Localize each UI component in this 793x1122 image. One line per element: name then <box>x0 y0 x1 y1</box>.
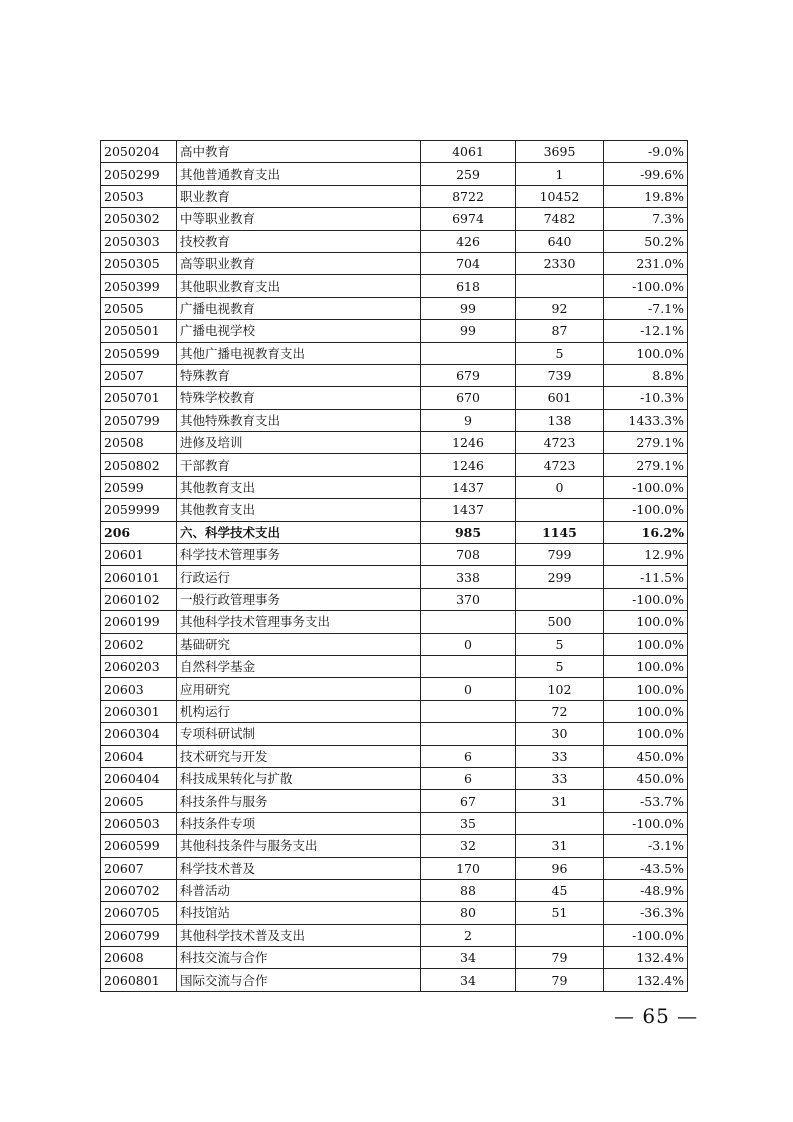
value-b-cell: 299 <box>516 566 604 588</box>
value-a-cell: 6974 <box>421 208 516 230</box>
table-row <box>101 476 688 498</box>
code-cell: 20505 <box>101 297 177 319</box>
name-cell: 高等职业教育 <box>177 252 421 274</box>
value-b-cell: 601 <box>516 387 604 409</box>
value-b-cell: 87 <box>516 320 604 342</box>
percent-cell: -100.0% <box>604 812 688 834</box>
percent-cell: 19.8% <box>604 185 688 207</box>
name-cell: 其他科学技术普及支出 <box>177 924 421 946</box>
percent-cell: -3.1% <box>604 835 688 857</box>
name-cell: 科学技术管理事务 <box>177 544 421 566</box>
table-row <box>101 432 688 454</box>
name-cell: 专项科研试制 <box>177 723 421 745</box>
percent-cell: -100.0% <box>604 588 688 610</box>
code-cell: 2060304 <box>101 723 177 745</box>
name-cell: 六、科学技术支出 <box>177 521 421 543</box>
code-cell: 2050599 <box>101 342 177 364</box>
percent-cell: 12.9% <box>604 544 688 566</box>
value-a-cell: 80 <box>421 902 516 924</box>
page-number: — 65 — <box>614 1004 699 1028</box>
name-cell: 特殊教育 <box>177 364 421 386</box>
value-a-cell: 35 <box>421 812 516 834</box>
value-b-cell: 4723 <box>516 432 604 454</box>
budget-table <box>100 140 688 992</box>
table-row <box>101 767 688 789</box>
name-cell: 自然科学基金 <box>177 655 421 677</box>
name-cell: 科技条件专项 <box>177 812 421 834</box>
value-b-cell: 5 <box>516 342 604 364</box>
value-b-cell: 7482 <box>516 208 604 230</box>
value-b-cell <box>516 499 604 521</box>
name-cell: 科技成果转化与扩散 <box>177 767 421 789</box>
percent-cell: 279.1% <box>604 454 688 476</box>
table-row <box>101 812 688 834</box>
percent-cell: 450.0% <box>604 745 688 767</box>
code-cell: 20601 <box>101 544 177 566</box>
value-b-cell: 640 <box>516 230 604 252</box>
value-b-cell: 2330 <box>516 252 604 274</box>
code-cell: 2050303 <box>101 230 177 252</box>
value-a-cell: 8722 <box>421 185 516 207</box>
name-cell: 职业教育 <box>177 185 421 207</box>
percent-cell: -12.1% <box>604 320 688 342</box>
code-cell: 2050302 <box>101 208 177 230</box>
value-b-cell: 10452 <box>516 185 604 207</box>
code-cell: 2060102 <box>101 588 177 610</box>
value-a-cell: 670 <box>421 387 516 409</box>
percent-cell: 1433.3% <box>604 409 688 431</box>
table-row <box>101 566 688 588</box>
value-b-cell: 3695 <box>516 141 604 163</box>
value-a-cell: 370 <box>421 588 516 610</box>
code-cell: 2059999 <box>101 499 177 521</box>
name-cell: 科学技术普及 <box>177 857 421 879</box>
table-row <box>101 633 688 655</box>
code-cell: 2050305 <box>101 252 177 274</box>
percent-cell: -100.0% <box>604 476 688 498</box>
table-row <box>101 790 688 812</box>
table-row <box>101 655 688 677</box>
table-row <box>101 320 688 342</box>
table-row <box>101 454 688 476</box>
code-cell: 2050299 <box>101 163 177 185</box>
value-b-cell: 5 <box>516 633 604 655</box>
percent-cell: 100.0% <box>604 700 688 722</box>
value-a-cell <box>421 655 516 677</box>
code-cell: 2060599 <box>101 835 177 857</box>
value-a-cell: 618 <box>421 275 516 297</box>
value-a-cell <box>421 611 516 633</box>
name-cell: 其他教育支出 <box>177 499 421 521</box>
table-row <box>101 364 688 386</box>
code-cell: 20603 <box>101 678 177 700</box>
value-a-cell <box>421 342 516 364</box>
table-row <box>101 588 688 610</box>
value-b-cell: 92 <box>516 297 604 319</box>
value-b-cell: 33 <box>516 745 604 767</box>
value-a-cell: 985 <box>421 521 516 543</box>
table-row <box>101 499 688 521</box>
percent-cell: 8.8% <box>604 364 688 386</box>
value-b-cell: 31 <box>516 835 604 857</box>
table-row <box>101 185 688 207</box>
name-cell: 应用研究 <box>177 678 421 700</box>
value-a-cell: 1437 <box>421 499 516 521</box>
percent-cell: -10.3% <box>604 387 688 409</box>
code-cell: 2060101 <box>101 566 177 588</box>
value-b-cell: 4723 <box>516 454 604 476</box>
value-b-cell: 1145 <box>516 521 604 543</box>
value-b-cell <box>516 588 604 610</box>
percent-cell: 132.4% <box>604 969 688 991</box>
table-row <box>101 924 688 946</box>
percent-cell: 279.1% <box>604 432 688 454</box>
name-cell: 其他教育支出 <box>177 476 421 498</box>
table-row <box>101 835 688 857</box>
code-cell: 2050799 <box>101 409 177 431</box>
name-cell: 其他科学技术管理事务支出 <box>177 611 421 633</box>
value-b-cell <box>516 812 604 834</box>
percent-cell: -11.5% <box>604 566 688 588</box>
code-cell: 20605 <box>101 790 177 812</box>
value-b-cell <box>516 275 604 297</box>
percent-cell: -9.0% <box>604 141 688 163</box>
value-b-cell: 79 <box>516 969 604 991</box>
value-b-cell <box>516 924 604 946</box>
percent-cell: 50.2% <box>604 230 688 252</box>
value-b-cell: 5 <box>516 655 604 677</box>
value-b-cell: 799 <box>516 544 604 566</box>
value-a-cell: 426 <box>421 230 516 252</box>
name-cell: 其他广播电视教育支出 <box>177 342 421 364</box>
name-cell: 其他特殊教育支出 <box>177 409 421 431</box>
table-row <box>101 387 688 409</box>
code-cell: 20607 <box>101 857 177 879</box>
percent-cell: 100.0% <box>604 611 688 633</box>
value-b-cell: 102 <box>516 678 604 700</box>
table-row <box>101 857 688 879</box>
name-cell: 行政运行 <box>177 566 421 588</box>
value-a-cell: 99 <box>421 297 516 319</box>
percent-cell: 450.0% <box>604 767 688 789</box>
percent-cell: 100.0% <box>604 723 688 745</box>
table-row <box>101 879 688 901</box>
table-row <box>101 342 688 364</box>
table-row <box>101 700 688 722</box>
code-cell: 2060203 <box>101 655 177 677</box>
name-cell: 机构运行 <box>177 700 421 722</box>
table-row <box>101 230 688 252</box>
name-cell: 广播电视学校 <box>177 320 421 342</box>
value-a-cell: 1246 <box>421 454 516 476</box>
name-cell: 进修及培训 <box>177 432 421 454</box>
value-a-cell: 34 <box>421 969 516 991</box>
value-a-cell: 708 <box>421 544 516 566</box>
code-cell: 2060404 <box>101 767 177 789</box>
table-row <box>101 409 688 431</box>
name-cell: 科普活动 <box>177 879 421 901</box>
value-b-cell: 79 <box>516 947 604 969</box>
percent-cell: 100.0% <box>604 633 688 655</box>
percent-cell: -100.0% <box>604 924 688 946</box>
percent-cell: 100.0% <box>604 678 688 700</box>
code-cell: 2060301 <box>101 700 177 722</box>
table-row <box>101 902 688 924</box>
table-row <box>101 521 688 543</box>
percent-cell: -53.7% <box>604 790 688 812</box>
value-b-cell: 30 <box>516 723 604 745</box>
value-a-cell <box>421 700 516 722</box>
name-cell: 广播电视教育 <box>177 297 421 319</box>
code-cell: 20503 <box>101 185 177 207</box>
value-b-cell: 31 <box>516 790 604 812</box>
value-a-cell: 259 <box>421 163 516 185</box>
table-row <box>101 252 688 274</box>
code-cell: 2050204 <box>101 141 177 163</box>
code-cell: 2060199 <box>101 611 177 633</box>
name-cell: 技术研究与开发 <box>177 745 421 767</box>
percent-cell: -7.1% <box>604 297 688 319</box>
value-a-cell: 6 <box>421 767 516 789</box>
value-b-cell: 0 <box>516 476 604 498</box>
table-row <box>101 611 688 633</box>
table-row <box>101 745 688 767</box>
name-cell: 基础研究 <box>177 633 421 655</box>
code-cell: 20604 <box>101 745 177 767</box>
value-b-cell: 739 <box>516 364 604 386</box>
code-cell: 20507 <box>101 364 177 386</box>
value-a-cell: 4061 <box>421 141 516 163</box>
name-cell: 高中教育 <box>177 141 421 163</box>
value-a-cell: 1437 <box>421 476 516 498</box>
value-a-cell: 170 <box>421 857 516 879</box>
value-a-cell: 0 <box>421 633 516 655</box>
code-cell: 2060705 <box>101 902 177 924</box>
name-cell: 科技条件与服务 <box>177 790 421 812</box>
value-a-cell: 6 <box>421 745 516 767</box>
table-row <box>101 544 688 566</box>
percent-cell: -43.5% <box>604 857 688 879</box>
name-cell: 一般行政管理事务 <box>177 588 421 610</box>
percent-cell: 231.0% <box>604 252 688 274</box>
percent-cell: 100.0% <box>604 655 688 677</box>
name-cell: 科技交流与合作 <box>177 947 421 969</box>
table-row <box>101 163 688 185</box>
value-a-cell: 9 <box>421 409 516 431</box>
value-a-cell: 1246 <box>421 432 516 454</box>
code-cell: 20508 <box>101 432 177 454</box>
value-b-cell: 33 <box>516 767 604 789</box>
value-a-cell <box>421 723 516 745</box>
value-a-cell: 32 <box>421 835 516 857</box>
percent-cell: -100.0% <box>604 499 688 521</box>
value-b-cell: 138 <box>516 409 604 431</box>
code-cell: 2060799 <box>101 924 177 946</box>
percent-cell: 7.3% <box>604 208 688 230</box>
percent-cell: 132.4% <box>604 947 688 969</box>
value-b-cell: 72 <box>516 700 604 722</box>
name-cell: 中等职业教育 <box>177 208 421 230</box>
table-row <box>101 208 688 230</box>
value-b-cell: 45 <box>516 879 604 901</box>
code-cell: 2050701 <box>101 387 177 409</box>
name-cell: 其他科技条件与服务支出 <box>177 835 421 857</box>
name-cell: 特殊学校教育 <box>177 387 421 409</box>
table-row <box>101 297 688 319</box>
code-cell: 2050501 <box>101 320 177 342</box>
value-a-cell: 704 <box>421 252 516 274</box>
name-cell: 其他普通教育支出 <box>177 163 421 185</box>
budget-table-body <box>101 141 688 992</box>
value-a-cell: 679 <box>421 364 516 386</box>
value-a-cell: 338 <box>421 566 516 588</box>
percent-cell: 100.0% <box>604 342 688 364</box>
table-row <box>101 723 688 745</box>
code-cell: 2060801 <box>101 969 177 991</box>
name-cell: 干部教育 <box>177 454 421 476</box>
table-row <box>101 969 688 991</box>
percent-cell: -100.0% <box>604 275 688 297</box>
percent-cell: -48.9% <box>604 879 688 901</box>
value-a-cell: 34 <box>421 947 516 969</box>
percent-cell: -99.6% <box>604 163 688 185</box>
table-row <box>101 141 688 163</box>
code-cell: 2060702 <box>101 879 177 901</box>
value-a-cell: 67 <box>421 790 516 812</box>
code-cell: 206 <box>101 521 177 543</box>
code-cell: 2050802 <box>101 454 177 476</box>
value-a-cell: 0 <box>421 678 516 700</box>
value-a-cell: 99 <box>421 320 516 342</box>
value-b-cell: 51 <box>516 902 604 924</box>
value-b-cell: 500 <box>516 611 604 633</box>
percent-cell: 16.2% <box>604 521 688 543</box>
code-cell: 2050399 <box>101 275 177 297</box>
value-b-cell: 1 <box>516 163 604 185</box>
code-cell: 20599 <box>101 476 177 498</box>
name-cell: 国际交流与合作 <box>177 969 421 991</box>
value-b-cell: 96 <box>516 857 604 879</box>
table-row <box>101 947 688 969</box>
code-cell: 2060503 <box>101 812 177 834</box>
value-a-cell: 88 <box>421 879 516 901</box>
value-a-cell: 2 <box>421 924 516 946</box>
table-row <box>101 678 688 700</box>
code-cell: 20602 <box>101 633 177 655</box>
percent-cell: -36.3% <box>604 902 688 924</box>
table-row <box>101 275 688 297</box>
name-cell: 科技馆站 <box>177 902 421 924</box>
name-cell: 其他职业教育支出 <box>177 275 421 297</box>
name-cell: 技校教育 <box>177 230 421 252</box>
code-cell: 20608 <box>101 947 177 969</box>
